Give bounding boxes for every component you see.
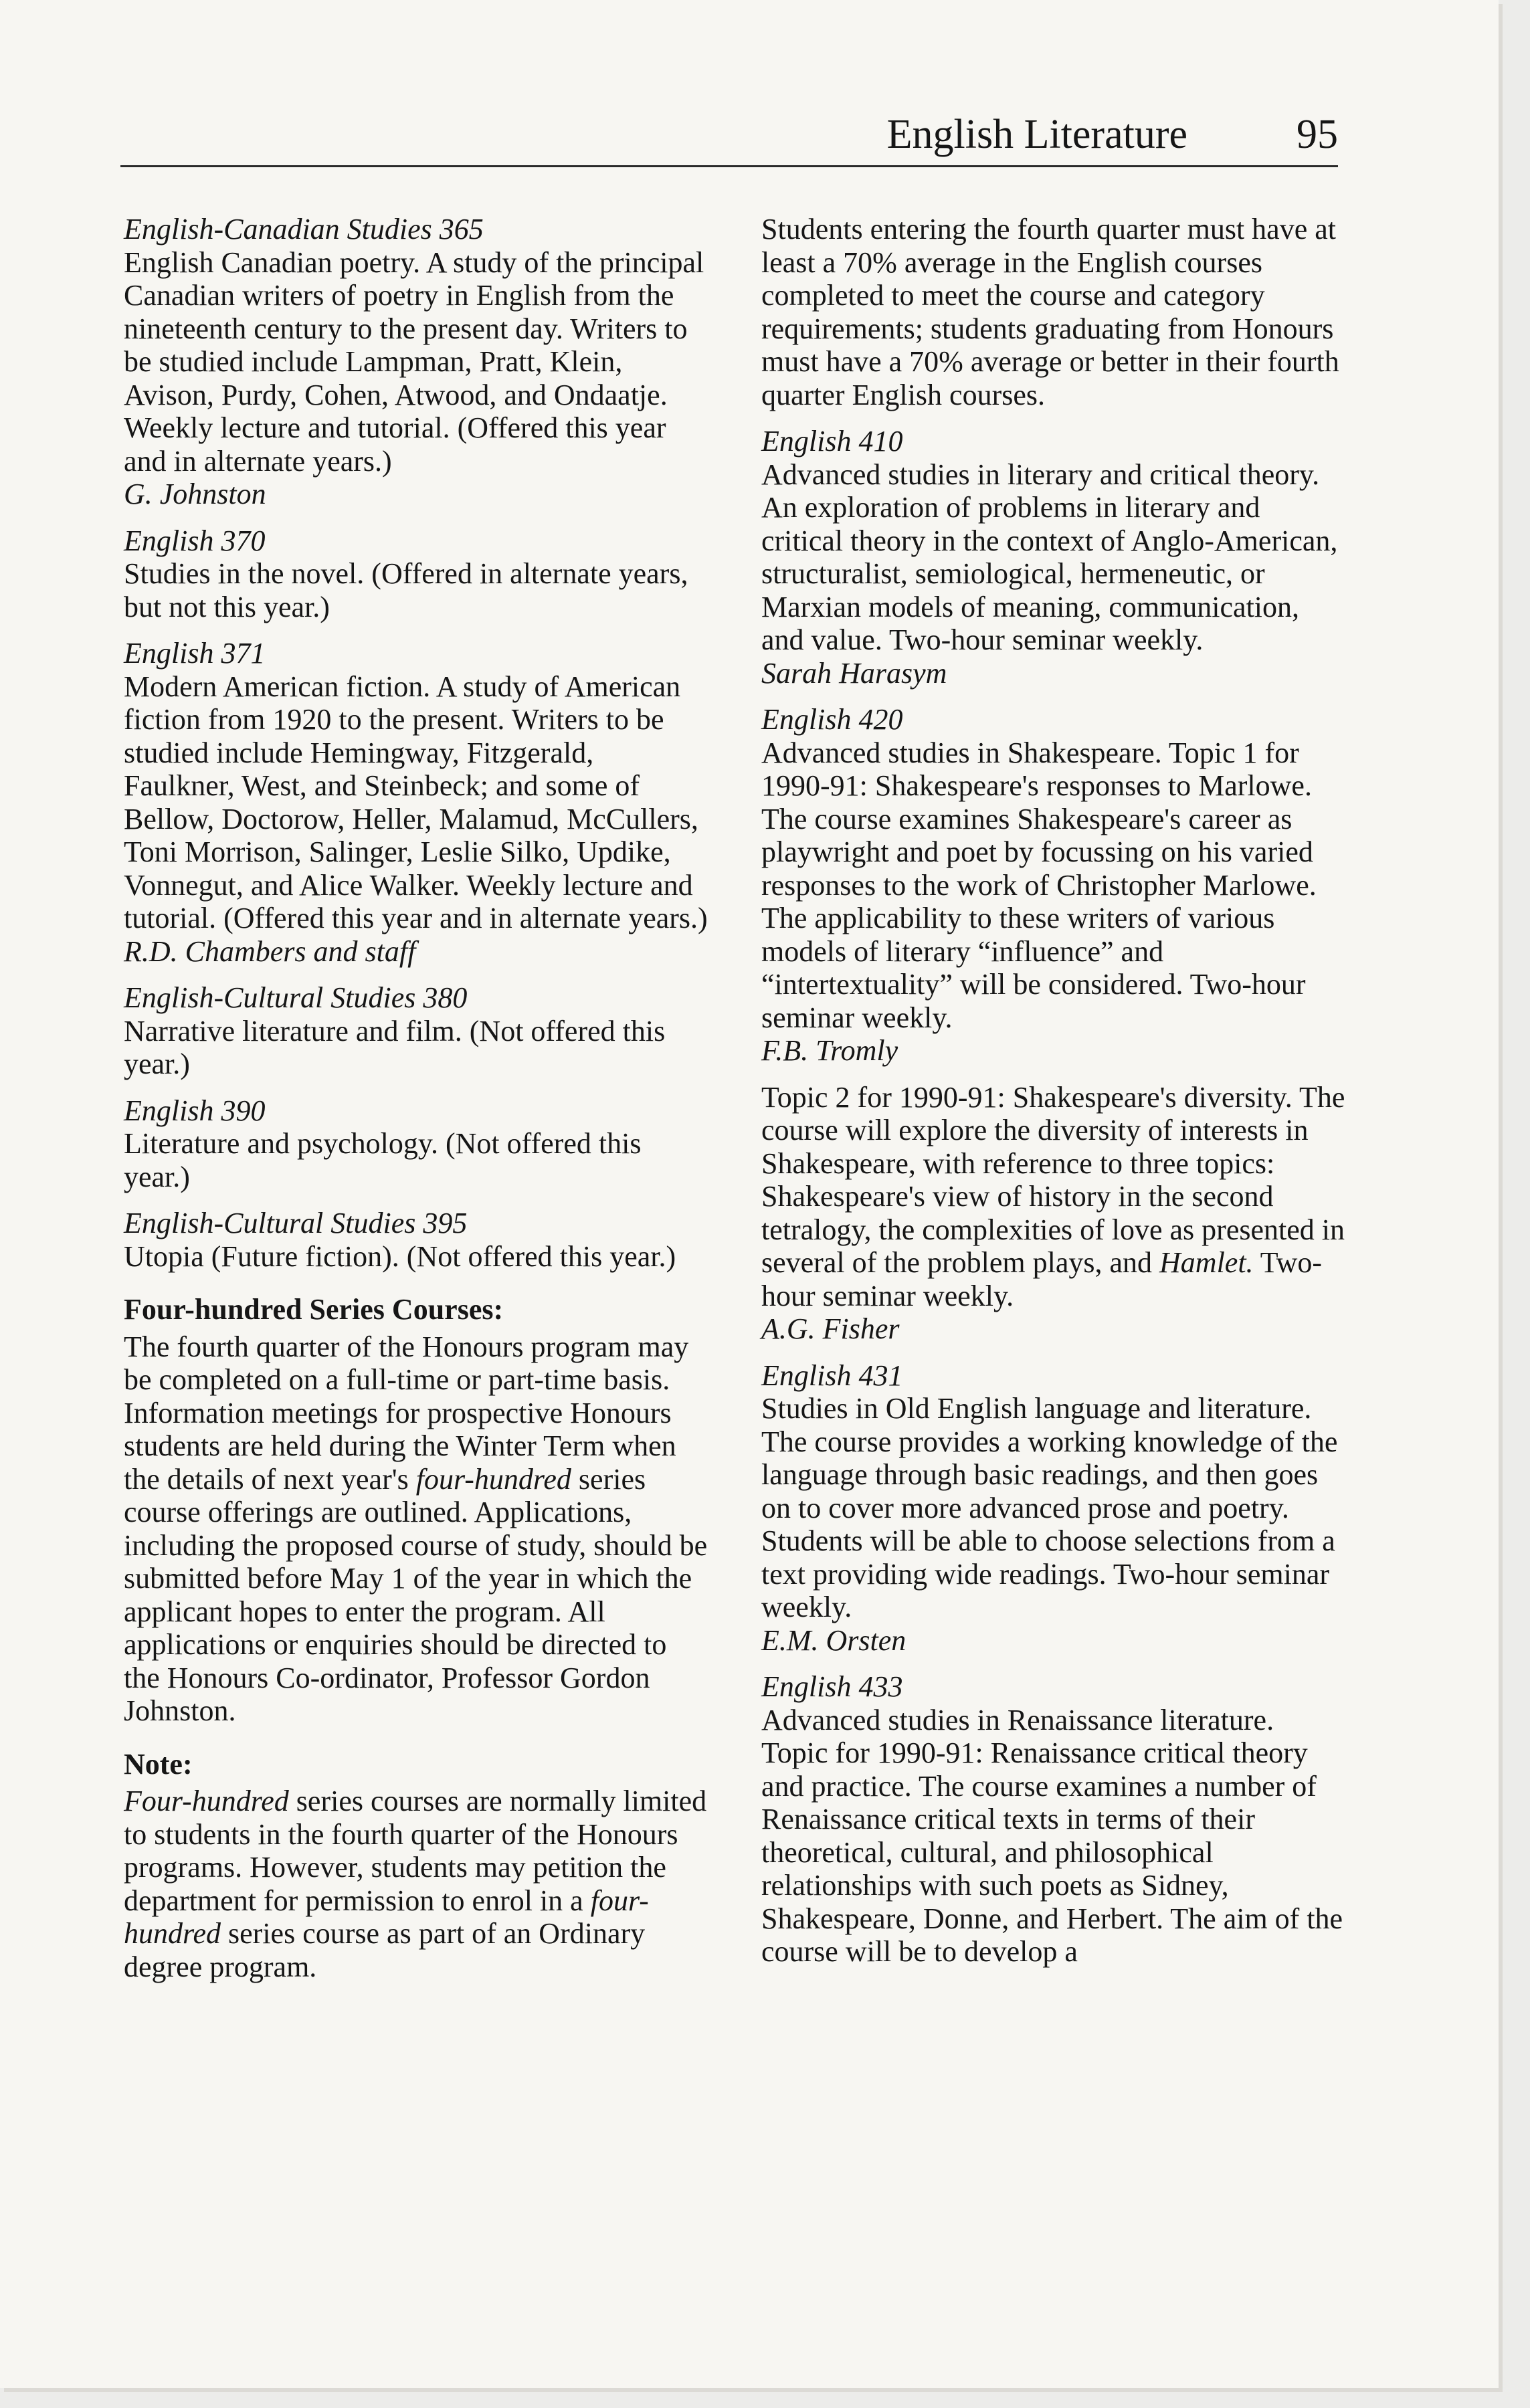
page-number: 95 — [1297, 112, 1338, 157]
note-emphasis: Four-hundred — [124, 1785, 289, 1817]
course-description: Advanced studies in Renaissance literature. Topic for 1990-91: Renaissance critical theory and practice. The course examines a number of Renaissance critical texts in terms of their theoretical, cultural, and philosophical relationships with such poets as Sidney, Shakespeare, Donne, and Herbert. The aim of the course will be to develop a — [761, 1703, 1343, 1968]
course-title: English 433 — [761, 1670, 903, 1703]
course-entry — [124, 1207, 709, 1273]
course-entry — [761, 1670, 1347, 1969]
note-emphasis: four-hundred — [124, 1884, 649, 1950]
course-description: Studies in the novel. (Offered in alternate years, but not this year.) — [124, 557, 688, 623]
course-topic-description — [761, 1081, 1347, 1313]
course-title: English 370 — [124, 524, 266, 557]
course-description: English Canadian poetry. A study of the principal Canadian writers of poetry in English from the nineteenth century to the present day. Writers to be studied include Lampman, Pratt, Klein, Avison, Purdy, Cohen, Atwood, and Ondaatje. Weekly lecture and tutorial. (Offered this year and in alternate years.) — [124, 245, 704, 478]
course-description: Advanced studies in literary and critical theory. An exploration of problems in literary and critical theory in the context of Anglo-American, structuralist, semiological, hermeneutic, or Marxian models of meaning, communication, and value. Two-hour seminar weekly. — [761, 458, 1338, 656]
four-hundred-text: The fourth quarter of the Honours program may be completed on a full-time or part-time basis. Information meetings for prospective Honours students are held during the Winter Term when the details of next year's — [124, 1330, 689, 1496]
course-entry — [761, 1359, 1347, 1658]
four-hundred-text: series course offerings are outlined. Applications, including the proposed course of study, should be submitted before May 1 of the year in which the applicant hopes to enter the program. All applications or enquiries should be directed to the Honours Co-ordinator, Professor Gordon Johnston. — [124, 1462, 708, 1727]
note-text: series courses are normally limited to students in the fourth quarter of the Honours programs. However, students may petition the department for permission to enrol in a — [124, 1785, 707, 1917]
course-title: English-Cultural Studies 395 — [124, 1207, 468, 1239]
four-hundred-paragraph — [124, 1330, 709, 1728]
note-text: series course as part of an Ordinary degree program. — [124, 1917, 646, 1983]
course-title: English-Canadian Studies 365 — [124, 213, 484, 245]
course-entry — [124, 524, 709, 624]
course-instructor: A.G. Fisher — [761, 1312, 900, 1345]
course-description: Modern American fiction. A study of American fiction from 1920 to the present. Writers to be studied include Hemingway, Fitzgerald, Faulkner, West, and Steinbeck; and some of Bellow, Doctorow, Heller, Malamud, McCullers, Toni Morrison, Salinger, Leslie Silko, Updike, Vonnegut, and Alice Walker. Weekly lecture and tutorial. (Offered this year and in alternate years.) — [124, 670, 708, 934]
note-heading: Note: — [124, 1747, 193, 1781]
course-entry — [761, 703, 1347, 1068]
course-instructor: Sarah Harasym — [761, 656, 947, 690]
course-description: Advanced studies in Shakespeare. Topic 1 for 1990-91: Shakespeare's responses to Marlowe. The course examines Shakespeare's career as playwright and poet by focussing on his varied responses to the work of Christopher Marlowe. The applicability to these writers of various models of literary “influence” and “intertextuality” will be considered. Two-hour seminar weekly. — [761, 736, 1317, 1034]
topic-emphasis: Hamlet. — [1159, 1246, 1254, 1279]
course-title: English-Cultural Studies 380 — [124, 981, 468, 1014]
course-title: English 390 — [124, 1094, 266, 1127]
note-paragraph — [124, 1785, 709, 1983]
course-topic-entry — [761, 1081, 1347, 1346]
course-description: Studies in Old English language and literature. The course provides a working knowledge of the language through basic readings, and then goes on to cover more advanced prose and poetry. Students will be able to choose selections from a text providing wide readings. Two-hour seminar weekly. — [761, 1392, 1338, 1623]
course-entry — [124, 981, 709, 1081]
topic-text: Two-hour seminar weekly. — [761, 1246, 1322, 1312]
course-title: English 371 — [124, 637, 266, 670]
course-instructor: F.B. Tromly — [761, 1034, 898, 1067]
course-description: Narrative literature and film. (Not offered this year.) — [124, 1014, 666, 1080]
course-description: Utopia (Future fiction). (Not offered this year.) — [124, 1239, 676, 1273]
right-column — [761, 213, 1347, 1982]
course-entry — [761, 425, 1347, 690]
course-title: English 410 — [761, 425, 903, 458]
honours-requirements: Students entering the fourth quarter must have at least a 70% average in the English courses completed to meet the course and category requirements; students graduating from Honours must have a 70% average or better in their fourth quarter English courses. — [761, 213, 1339, 411]
header-rule — [120, 165, 1338, 167]
course-title: English 431 — [761, 1359, 903, 1392]
course-description: Literature and psychology. (Not offered this year.) — [124, 1127, 642, 1193]
course-instructor: G. Johnston — [124, 478, 266, 510]
page-header — [120, 107, 1338, 167]
course-entry — [124, 213, 709, 511]
left-column — [124, 213, 709, 1997]
course-entry — [124, 637, 709, 968]
course-title: English 420 — [761, 703, 903, 736]
section-title: English Literature — [886, 112, 1187, 157]
four-hundred-heading: Four-hundred Series Courses: — [124, 1293, 504, 1326]
course-instructor: R.D. Chambers and staff — [124, 934, 416, 968]
topic-text: Topic 2 for 1990-91: Shakespeare's diversity. The course will explore the diversity of interests in Shakespeare, with reference to three topics: Shakespeare's view of history in the second tetralogy, the complexities of love as presented in several of the problem plays, and — [761, 1080, 1345, 1279]
four-hundred-emphasis: four-hundred — [415, 1462, 571, 1496]
course-instructor: E.M. Orsten — [761, 1623, 906, 1657]
course-entry — [124, 1094, 709, 1194]
